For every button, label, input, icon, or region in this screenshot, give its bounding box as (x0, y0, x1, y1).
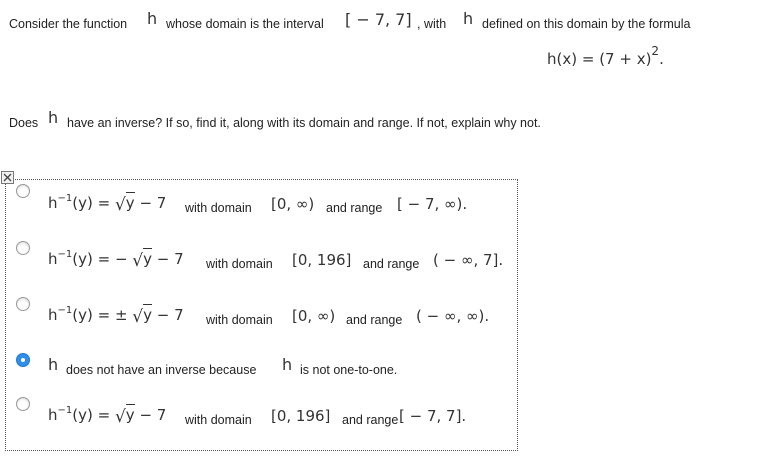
option-3-radio[interactable] (16, 297, 30, 311)
function-argument: (y) = (72, 250, 115, 268)
formula-tail: − 7 (134, 406, 167, 424)
option-1-formula (48, 192, 166, 213)
prompt-text: Does (9, 116, 39, 130)
with-text: , with (417, 17, 447, 31)
formula-tail: − 7 (152, 306, 184, 324)
inverse-exponent: −1 (57, 249, 73, 260)
formula-tail: − 7 (152, 250, 184, 268)
sqrt-icon: √ (132, 251, 144, 271)
with-domain-text: with domain (206, 313, 273, 327)
with-domain-text: with domain (185, 413, 252, 427)
option-4-text: is not one-to-one. (300, 363, 398, 377)
with-domain-text: with domain (185, 201, 252, 215)
inverse-exponent: −1 (57, 193, 73, 204)
formula (547, 44, 664, 69)
function-argument: (y) = (72, 194, 115, 212)
intro-text: Consider the function (9, 17, 128, 31)
option-1-radio[interactable] (16, 184, 30, 198)
option-3-formula (48, 304, 184, 325)
function-h: h (463, 9, 474, 28)
option-range: ( − ∞, ∞). (416, 307, 490, 325)
and-range-text: and range (346, 313, 403, 327)
option-domain: [0, ∞) (292, 307, 336, 325)
option-domain: [0, 196] (271, 407, 331, 425)
option-4-radio[interactable] (16, 353, 30, 367)
formula-intro-text: defined on this domain by the formula (482, 17, 691, 31)
formula-period: . (659, 50, 664, 68)
option-5-radio[interactable] (16, 397, 30, 411)
and-range-text: and range (326, 201, 383, 215)
sqrt-icon: √ (114, 407, 126, 427)
formula-body: h(x) = (7 + x) (547, 50, 652, 68)
option-4-text: does not have an inverse because (66, 363, 257, 377)
and-range-text: and range (363, 257, 420, 271)
inverse-exponent: −1 (57, 305, 73, 316)
function-argument: (y) = (72, 406, 115, 424)
formula-exponent: 2 (651, 44, 660, 58)
inverse-function: h (48, 306, 58, 324)
option-range: ( − ∞, 7]. (433, 251, 504, 269)
radicand: y (143, 250, 153, 268)
function-h: h (147, 9, 158, 28)
inverse-function: h (48, 194, 58, 212)
prompt-text: have an inverse? If so, find it, along with its domain and range. If not, explain why not. (67, 116, 541, 130)
inverse-function: h (48, 406, 58, 424)
and-range-text: and range (342, 413, 399, 427)
sqrt-icon: √ (132, 307, 144, 327)
formula-tail: − 7 (134, 194, 167, 212)
option-2-radio[interactable] (16, 241, 30, 255)
radicand: y (125, 194, 135, 212)
function-h: h (48, 355, 59, 374)
negative-sign: − (114, 250, 133, 268)
inverse-exponent: −1 (57, 405, 73, 416)
radicand: y (143, 306, 153, 324)
option-5-formula (48, 404, 166, 425)
radicand: y (125, 406, 135, 424)
inverse-function: h (48, 250, 58, 268)
option-domain: [0, 196] (292, 251, 352, 269)
close-icon[interactable] (1, 171, 14, 184)
option-range: [ − 7, ∞). (397, 195, 468, 213)
domain-interval: [ − 7, 7] (345, 10, 412, 29)
function-h: h (282, 355, 293, 374)
option-range: [ − 7, 7]. (399, 407, 467, 425)
option-domain: [0, ∞) (271, 195, 315, 213)
sqrt-icon: √ (114, 195, 126, 215)
plus-minus-sign: ± (114, 306, 133, 324)
function-argument: (y) = (72, 306, 115, 324)
function-h: h (48, 108, 59, 127)
with-domain-text: with domain (206, 257, 273, 271)
domain-text: whose domain is the interval (166, 17, 324, 31)
option-2-formula (48, 248, 184, 269)
